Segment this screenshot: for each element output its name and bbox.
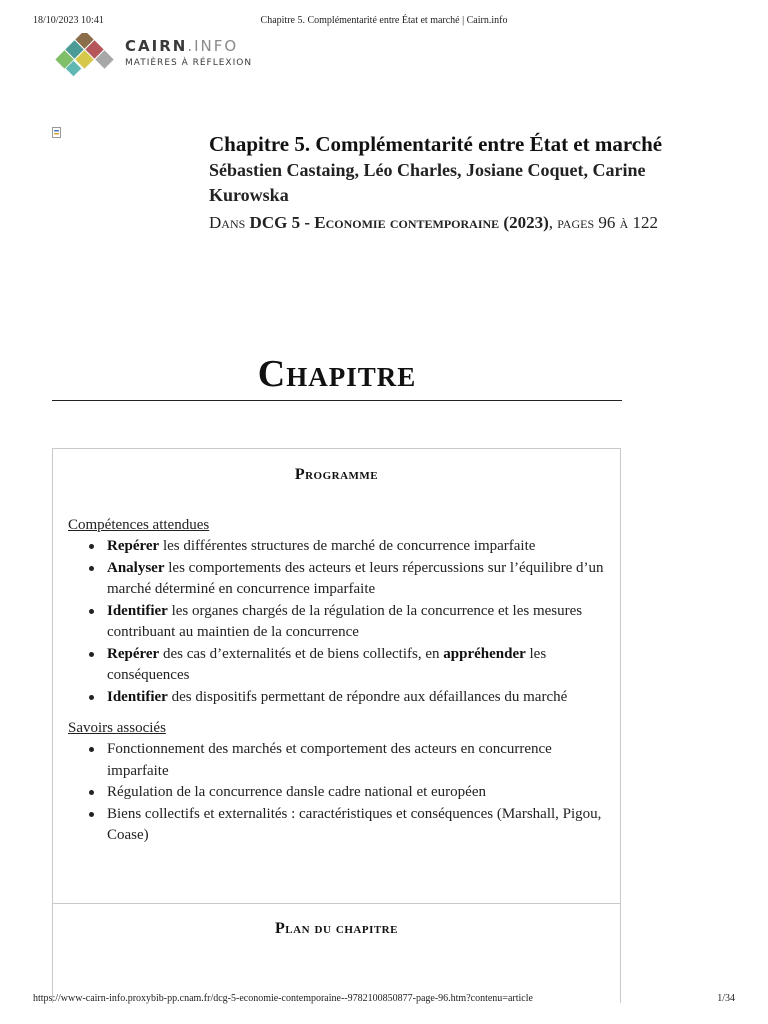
list-item: Régulation de la concurrence dansle cadre national et européen (107, 782, 607, 804)
programme-title: Programme (294, 466, 379, 483)
list-item: Repérer des cas d’externalités et de biens collectifs, en appréhender les conséquences (107, 644, 607, 687)
print-url: https://www-cairn-info.proxybib-pp.cnam.fr/dcg-5-economie-contemporaine--9782100850877-page-96.htm?contenu=article (33, 993, 533, 1004)
competences-list (53, 536, 620, 708)
plan-title: Plan du chapitre (275, 920, 398, 937)
chapter-heading: Chapitre (257, 353, 417, 395)
broken-image-icon (52, 127, 61, 138)
list-item: Identifier les organes chargés de la régulation de la concurrence et les mesures contribuant au maintien de la concurrence (107, 601, 607, 644)
list-item: Biens collectifs et externalités : caractéristiques et conséquences (Marshall, Pigou, Coase) (107, 804, 607, 847)
programme-box (52, 448, 621, 903)
article-metadata (209, 131, 729, 235)
article-authors[interactable]: Sébastien Castaing, Léo Charles, Josiane Coquet, Carine Kurowska (209, 160, 646, 205)
print-date: 18/10/2023 10:41 (33, 15, 104, 26)
list-item: Repérer les différentes structures de marché de concurrence imparfaite (107, 536, 607, 558)
book-link[interactable]: DCG 5 - Economie contemporaine (2023) (249, 213, 549, 232)
savoirs-label: Savoirs associés (68, 720, 166, 736)
logo-wordmark: CAIRN.INFO (125, 37, 239, 55)
print-header (0, 15, 768, 29)
chapter-divider (52, 400, 622, 401)
list-item: Analyser les comportements des acteurs et leurs répercussions sur l’équilibre d’un marché déterminé en concurrence imparfaite (107, 558, 607, 601)
list-item: Identifier des dispositifs permettant de répondre aux défaillances du marché (107, 687, 607, 709)
cairn-logo[interactable] (50, 33, 260, 81)
article-title: Chapitre 5. Complémentarité entre État et marché (209, 132, 663, 156)
plan-box (52, 903, 621, 1003)
logo-tagline: MATIÈRES À RÉFLEXION (125, 58, 253, 68)
print-page-title: Chapitre 5. Complémentarité entre État et marché | Cairn.info (260, 15, 508, 26)
competences-label: Compétences attendues (68, 517, 210, 533)
list-item: Fonctionnement des marchés et comportement des acteurs en concurrence imparfaite (107, 739, 607, 782)
cairn-logo-icon (50, 33, 116, 77)
savoirs-list (53, 739, 620, 847)
print-footer (0, 993, 768, 1007)
article-source: Dans DCG 5 - Economie contemporaine (2023), pages 96 à 122 (209, 213, 659, 232)
print-page-number: 1/34 (717, 993, 735, 1004)
